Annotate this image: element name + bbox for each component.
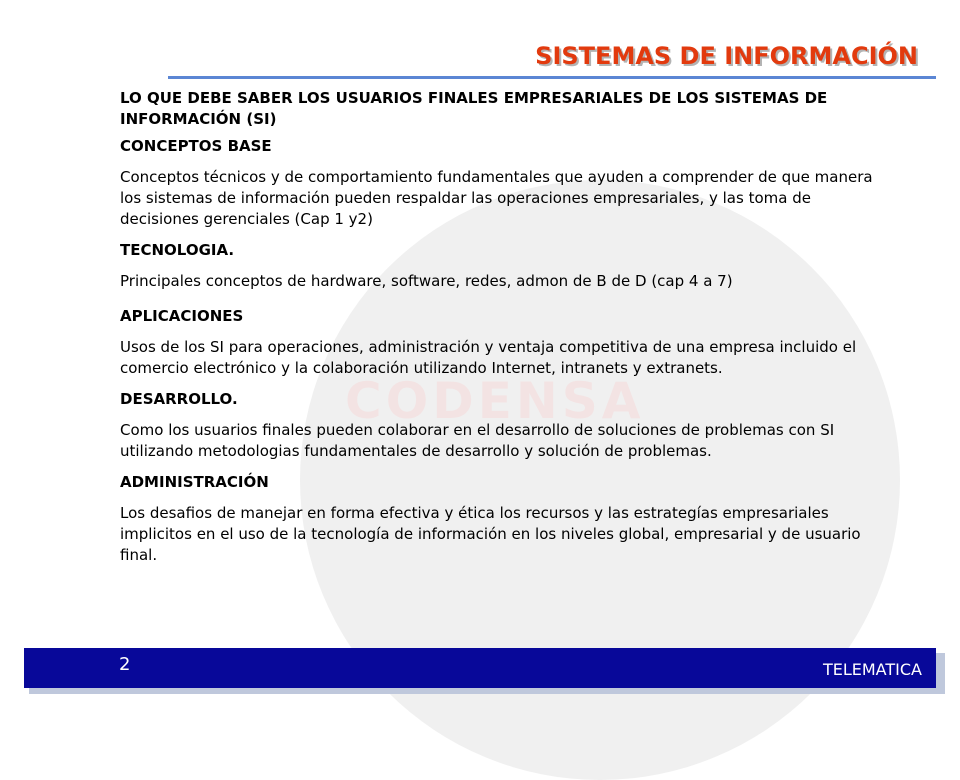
section-desarrollo xyxy=(120,389,880,462)
page-number: 2 xyxy=(119,654,131,675)
footer-bar xyxy=(24,648,936,688)
footer-course-label: TELEMATICA xyxy=(822,660,922,679)
section-body: Principales conceptos de hardware, software, redes, admon de B de D (cap 4 a 7) xyxy=(120,272,733,290)
section-administracion xyxy=(120,472,880,566)
section-body: Conceptos técnicos y de comportamiento fundamentales que ayuden a comprender de que manera los sistemas de información pueden respaldar las operaciones empresariales, y las toma de decisiones gerenciales (Cap 1 y2) xyxy=(120,168,873,228)
section-heading: APLICACIONES xyxy=(120,307,244,325)
section-conceptos-base xyxy=(120,136,880,230)
section-heading: TECNOLOGIA. xyxy=(120,241,235,259)
main-heading: LO QUE DEBE SABER LOS USUARIOS FINALES EMPRESARIALES DE LOS SISTEMAS DE INFORMACIÓN (SI) xyxy=(120,89,828,128)
section-aplicaciones xyxy=(120,306,880,379)
page-title: SISTEMAS DE INFORMACIÓN xyxy=(535,42,918,70)
section-heading: ADMINISTRACIÓN xyxy=(120,473,269,491)
section-body: Los desafios de manejar en forma efectiva y ética los recursos y las estrategías empresariales implicitos en el uso de la tecnología de información en los niveles global, empresarial y de usuario final. xyxy=(120,504,861,564)
section-body: Usos de los SI para operaciones, administración y ventaja competitiva de una empresa incluido el comercio electrónico y la colaboración utilizando Internet, intranets y extranets. xyxy=(120,338,857,377)
watermark-logo-text: CODENSA xyxy=(345,372,645,430)
section-body: Como los usuarios finales pueden colaborar en el desarrollo de soluciones de problemas con SI utilizando metodologias fundamentales de desarrollo y solución de problemas. xyxy=(120,421,835,460)
slide-content xyxy=(120,88,880,576)
section-heading: CONCEPTOS BASE xyxy=(120,137,272,155)
section-tecnologia xyxy=(120,240,880,292)
title-underline-divider xyxy=(168,76,936,79)
section-heading: DESARROLLO. xyxy=(120,390,238,408)
